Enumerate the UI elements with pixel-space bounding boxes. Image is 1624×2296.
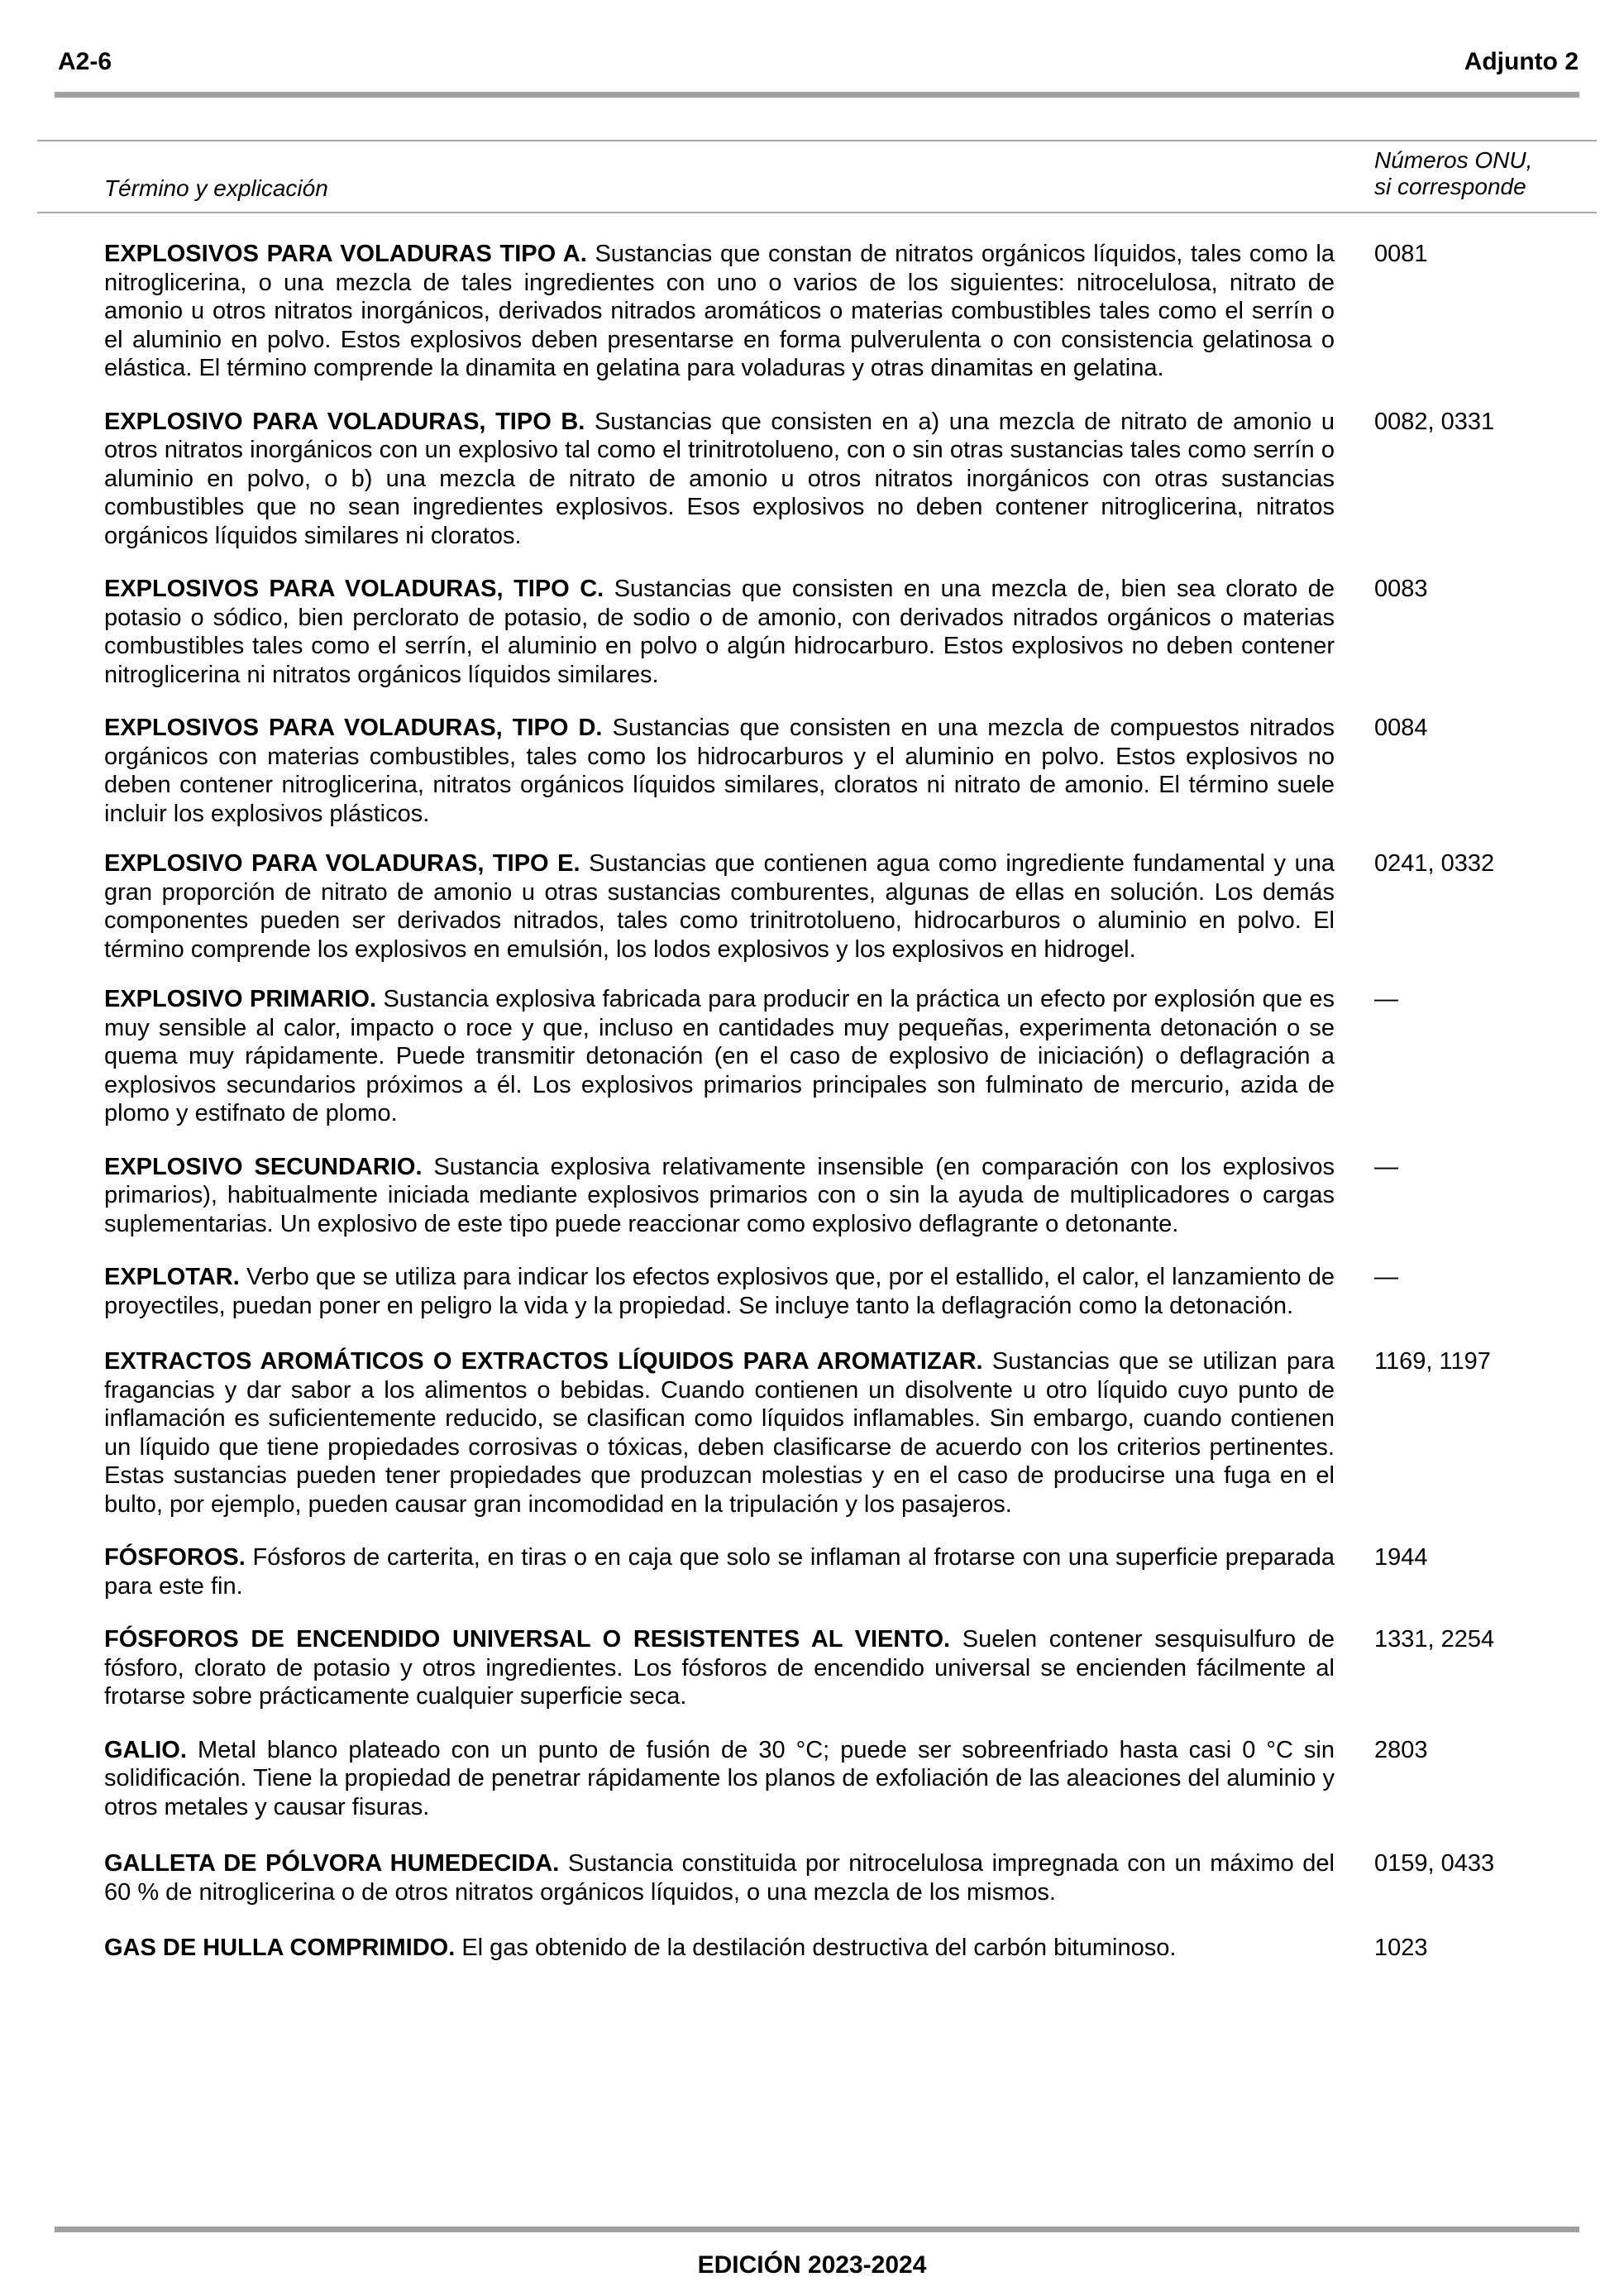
entry-un-number: — bbox=[1374, 1264, 1398, 1290]
entry-term: GAS DE HULLA COMPRIMIDO. bbox=[104, 1935, 456, 1961]
entry-explanation: Fósforos de carterita, en tiras o en caja que solo se inflaman al frotarse con una superficie preparada para este fin. bbox=[104, 1544, 1335, 1600]
entry-explanation: Sustancias que consisten en una mezcla de compuestos nitrados orgánicos con materias combustibles, tales como los hidrocarburos y el aluminio en polvo. Estos explosivos no deben contener nitroglicerina, nitratos orgánicos líquidos similares, cloratos ni nitrato de amonio. El término suele incluir los explosivos plásticos. bbox=[104, 715, 1335, 827]
entry-explanation: Verbo que se utiliza para indicar los efectos explosivos que, por el estallido, el calor, el lanzamiento de proyectiles, puedan poner en peligro la vida y la propiedad. Se incluye tanto la deflagración como la detonación. bbox=[104, 1264, 1335, 1319]
entry-term: EXTRACTOS AROMÁTICOS O EXTRACTOS LÍQUIDOS PARA AROMATIZAR. bbox=[104, 1348, 983, 1375]
entry-explanation: El gas obtenido de la destilación destructiva del carbón bituminoso. bbox=[461, 1935, 1177, 1961]
entry-text bbox=[104, 1347, 1335, 1519]
entry-un-number: 2803 bbox=[1374, 1736, 1428, 1763]
entry-un-number: 1169, 1197 bbox=[1374, 1348, 1491, 1375]
glossary-entry bbox=[104, 408, 1593, 551]
entry-explanation: Sustancia explosiva fabricada para producir en la práctica un efecto por explosión que es muy sensible al calor, impacto o roce y que, incluso en cantidades muy pequeñas, experimenta detonación o se quema muy rápidamente. Puede transmitir detonación (en el caso de explosivo de iniciación) o deflagración a explosivos secundarios próximos a él. Los explosivos primarios principales son fulminato de mercurio, azida de plomo y estifnato de plomo. bbox=[104, 986, 1335, 1126]
glossary-entry bbox=[104, 1347, 1593, 1519]
entry-un-number: — bbox=[1374, 1153, 1398, 1180]
entry-un-number: — bbox=[1374, 986, 1398, 1012]
entry-un-number: 0081 bbox=[1374, 241, 1428, 267]
entry-term: EXPLOSIVO PRIMARIO. bbox=[104, 986, 377, 1012]
entry-text bbox=[104, 1543, 1335, 1600]
entry-term: GALIO. bbox=[104, 1736, 187, 1763]
column-header-un-line2: si corresponde bbox=[1374, 174, 1526, 199]
glossary-entry bbox=[104, 1736, 1593, 1822]
entry-text bbox=[104, 408, 1335, 551]
entry-term: EXPLOTAR. bbox=[104, 1264, 240, 1290]
header-rule bbox=[55, 92, 1579, 98]
entry-un-number: 0084 bbox=[1374, 715, 1428, 741]
entry-un-number: 0082, 0331 bbox=[1374, 408, 1495, 435]
table-top-rule bbox=[37, 140, 1597, 141]
entry-text bbox=[104, 240, 1335, 383]
entry-text bbox=[104, 985, 1335, 1128]
entry-explanation: Sustancia constituida por nitrocelulosa impregnada con un máximo del 60 % de nitroglicerina o de otros nitratos orgánicos líquidos, o una mezcla de los mismos. bbox=[104, 1850, 1335, 1906]
edition-footer: EDICIÓN 2023-2024 bbox=[697, 2251, 927, 2279]
entry-term: EXPLOSIVOS PARA VOLADURAS, TIPO D. bbox=[104, 715, 603, 741]
glossary-entry bbox=[104, 1934, 1593, 1963]
entry-term: EXPLOSIVO SECUNDARIO. bbox=[104, 1153, 423, 1180]
entry-un-number: 1331, 2254 bbox=[1374, 1626, 1495, 1653]
entry-explanation: Sustancias que constan de nitratos orgánicos líquidos, tales como la nitroglicerina, o una mezcla de tales ingredientes con uno o varios de los siguientes: nitrocelulosa, nitrato de amonio u otros nitratos inorgánicos, derivados nitrados aromáticos o materias combustibles tales como el serrín o el aluminio en polvo. Estos explosivos deben presentarse en forma pulverulenta o con consistencia gelatinosa o elástica. El término comprende la dinamita en gelatina para voladuras y otras dinamitas en gelatina. bbox=[104, 241, 1335, 381]
entry-un-number: 1023 bbox=[1374, 1935, 1428, 1961]
entry-explanation: Sustancias que se utilizan para fragancias y dar sabor a los alimentos o bebidas. Cuando contienen un disolvente u otro líquido cuyo punto de inflamación es suficientemente reducido, se clasifican como líquidos inflamables. Sin embargo, cuando contienen un líquido que tiene propiedades corrosivas o tóxicas, deben clasificarse de acuerdo con los criterios pertinentes. Estas sustancias pueden tener propiedades que produzcan molestias y en el caso de producirse una fuga en el bulto, por ejemplo, pueden causar gran incomodidad en la tripulación y los pasajeros. bbox=[104, 1348, 1335, 1518]
entry-un-number: 0083 bbox=[1374, 576, 1428, 602]
entry-explanation: Suelen contener sesquisulfuro de fósforo, clorato de potasio y otros ingredientes. Los fósforos de encendido universal se encienden fácilmente al frotarse sobre prácticamente cualquier superficie seca. bbox=[104, 1626, 1335, 1710]
entry-term: EXPLOSIVO PARA VOLADURAS, TIPO B. bbox=[104, 408, 585, 435]
column-header-term: Término y explicación bbox=[104, 175, 328, 201]
entry-term: EXPLOSIVOS PARA VOLADURAS TIPO A. bbox=[104, 241, 587, 267]
column-header-un bbox=[1374, 147, 1532, 200]
entry-text bbox=[104, 1934, 1335, 1963]
glossary-entry bbox=[104, 714, 1593, 828]
glossary-entry bbox=[104, 985, 1593, 1128]
entry-text bbox=[104, 575, 1335, 689]
entry-text bbox=[104, 1849, 1335, 1906]
glossary-entry bbox=[104, 1153, 1593, 1239]
appendix-label: Adjunto 2 bbox=[1464, 48, 1579, 75]
footer-rule bbox=[55, 2227, 1579, 2232]
glossary-entry bbox=[104, 1849, 1593, 1906]
page-number: A2-6 bbox=[58, 48, 112, 75]
entry-explanation: Sustancia explosiva relativamente insensible (en comparación con los explosivos primarios), habitualmente iniciada mediante explosivos primarios con o sin la ayuda de multiplicadores o cargas suplementarias. Un explosivo de este tipo puede reaccionar como explosivo deflagrante o detonante. bbox=[104, 1153, 1335, 1237]
entry-un-number: 0241, 0332 bbox=[1374, 850, 1495, 877]
entry-text bbox=[104, 1736, 1335, 1822]
entry-term: FÓSFOROS DE ENCENDIDO UNIVERSAL O RESISTENTES AL VIENTO. bbox=[104, 1626, 951, 1653]
column-header-un-line1: Números ONU, bbox=[1374, 147, 1533, 173]
glossary-entry bbox=[104, 575, 1593, 689]
entry-term: FÓSFOROS. bbox=[104, 1544, 246, 1571]
glossary-entry bbox=[104, 1263, 1593, 1320]
entry-text bbox=[104, 1625, 1335, 1711]
entry-term: EXPLOSIVO PARA VOLADURAS, TIPO E. bbox=[104, 850, 580, 877]
entry-term: EXPLOSIVOS PARA VOLADURAS, TIPO C. bbox=[104, 576, 604, 602]
entry-un-number: 1944 bbox=[1374, 1544, 1428, 1571]
entry-text bbox=[104, 849, 1335, 964]
entry-text bbox=[104, 714, 1335, 828]
glossary-entry bbox=[104, 1625, 1593, 1711]
glossary-entry bbox=[104, 240, 1593, 383]
entry-un-number: 0159, 0433 bbox=[1374, 1850, 1495, 1877]
glossary-entries bbox=[104, 240, 1593, 1963]
entry-explanation: Sustancias que consisten en una mezcla de, bien sea clorato de potasio o sódico, bien perclorato de potasio, de sodio o de amonio, con derivados nitrados orgánicos o materias combustibles tales como el serrín, el aluminio en polvo o algún hidrocarburo. Estos explosivos no deben contener nitroglicerina ni nitratos orgánicos líquidos similares. bbox=[104, 576, 1335, 688]
glossary-entry bbox=[104, 1543, 1593, 1600]
entry-explanation: Sustancias que contienen agua como ingrediente fundamental y una gran proporción de nitrato de amonio u otras sustancias comburentes, algunas de ellas en solución. Los demás componentes pueden ser derivados nitrados, tales como trinitrotolueno, hidrocarburos o aluminio en polvo. El término comprende los explosivos en emulsión, los lodos explosivos y los explosivos en hidrogel. bbox=[104, 850, 1335, 963]
entry-text bbox=[104, 1263, 1335, 1320]
entry-term: GALLETA DE PÓLVORA HUMEDECIDA. bbox=[104, 1850, 560, 1877]
entry-text bbox=[104, 1153, 1335, 1239]
entry-explanation: Sustancias que consisten en a) una mezcla de nitrato de amonio u otros nitratos inorgánicos con un explosivo tal como el trinitrotolueno, con o sin otras sustancias tales como serrín o aluminio en polvo, o b) una mezcla de nitrato de amonio u otros nitratos inorgánicos con otras sustancias combustibles que no sean ingredientes explosivos. Esos explosivos no deben contener nitroglicerina, nitratos orgánicos líquidos similares ni cloratos. bbox=[104, 408, 1335, 549]
glossary-entry bbox=[104, 849, 1593, 964]
entry-explanation: Metal blanco plateado con un punto de fusión de 30 °C; puede ser sobreenfriado hasta casi 0 °C sin solidificación. Tiene la propiedad de penetrar rápidamente los planos de exfoliación de las aleaciones del aluminio y otros metales y causar fisuras. bbox=[104, 1736, 1335, 1820]
column-header-rule bbox=[37, 212, 1597, 213]
